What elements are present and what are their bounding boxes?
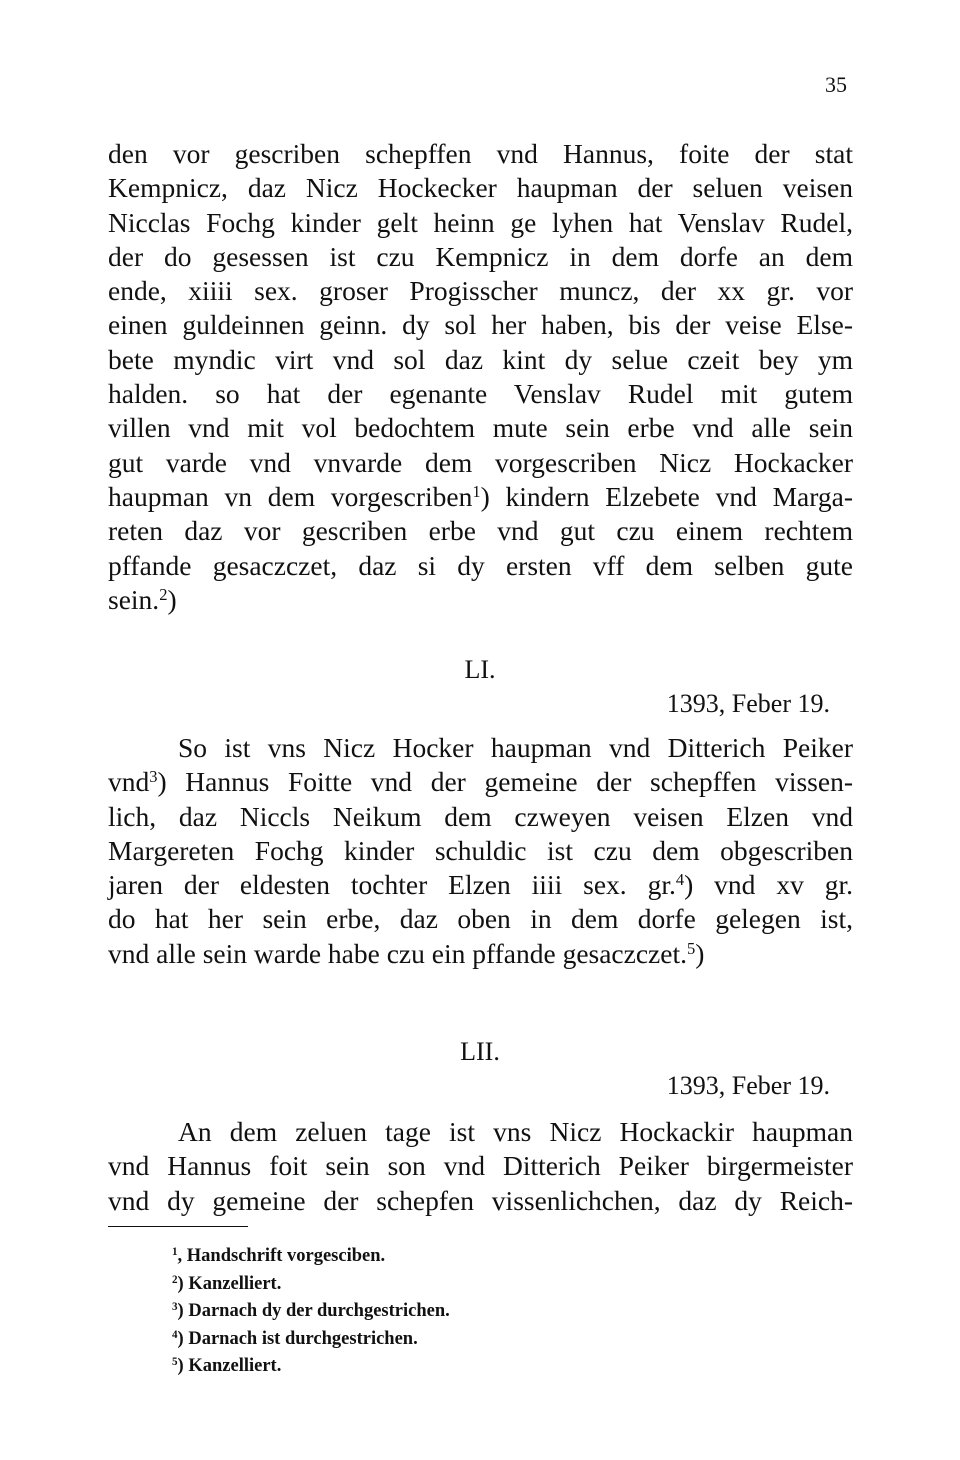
text-line: ende, xiiii sex. groser Progisscher muncz, der xx gr. vor [108,275,853,307]
footnote-mark-suffix: , [177,1246,183,1266]
section-number: LII. [460,1037,500,1066]
text-line [108,480,853,514]
text-line: gut varde vnd vnvarde dem vorgescriben Nicz Hockacker [108,446,853,478]
footnote [172,1326,450,1354]
footnote [172,1353,450,1381]
text-line: den vor gescriben schepffen vnd Hannus, foite der stat [108,138,853,169]
text-fragment: ) [167,583,177,615]
footnotes [172,1243,450,1381]
footnote-text: Handschrift vorgesciben. [186,1246,386,1266]
footnote-mark-suffix: ) [177,1273,184,1294]
footnote-text: Kanzelliert. [188,1356,282,1376]
footnote [172,1271,450,1299]
text-fragment: ) Hannus Foitte vnd der gemeine der schepffen vissen- [157,766,853,798]
text-line: lich, daz Niccls Neikum dem czweyen veisen Elzen vnd [108,800,853,832]
text-fragment: vnd [108,766,150,798]
text-line: Margereten Fochg kinder schuldic ist czu dem obgescriben [108,834,853,866]
text-line [108,583,853,617]
footnote-mark-suffix: ) [177,1301,184,1321]
footnote-ref: 5 [686,938,696,958]
text-line: einen guldeinnen geinn. dy sol her haben, bis der veise Else- [108,309,853,341]
text-fragment: ) vnd xv gr. [684,869,853,901]
footnote-mark: 4 [172,1328,178,1341]
footnote [172,1243,450,1271]
text-fragment: ) [695,937,705,969]
text-line: der do gesessen ist czu Kempnicz in dem dorfe an dem [108,240,853,272]
text-line: do hat her sein erbe, daz oben in dem dorfe gelegen ist, [108,903,853,935]
paragraph-continuation [108,137,853,617]
text-line [108,937,853,971]
text-line: halden. so hat der egenante Venslav Rudel mit gutem [108,378,853,410]
footnote-mark: 3 [172,1300,178,1313]
text-line: So ist vns Nicz Hocker haupman vnd Ditterich Peiker [178,732,853,763]
footnote-separator [108,1226,248,1227]
text-fragment: jaren der eldesten tochter Elzen iiii sex. gr. [108,869,676,901]
footnote-ref: 2 [159,584,168,604]
footnote-mark-suffix: ) [177,1328,184,1349]
footnote-text: Darnach ist durchgestrichen. [188,1328,418,1349]
footnote-text: Darnach dy der durchgestrichen. [188,1301,450,1321]
text-fragment: sein. [108,583,160,615]
text-line [108,868,853,902]
text-fragment: ) kindern Elzebete vnd Marga- [480,480,853,512]
text-line [108,765,853,799]
section-date: 1393, Feber 19. [666,689,830,718]
footnote-mark: 2 [172,1273,178,1286]
text-line: villen vnd mit vol bedochtem mute sein erbe vnd alle sein [108,412,853,444]
footnote-ref: 3 [149,767,158,787]
text-line: reten daz vor gescriben erbe vnd gut czu einem rechtem [108,515,853,547]
footnote-ref: 4 [675,870,685,890]
section-body [108,1115,853,1218]
footnote-mark: 5 [172,1355,178,1368]
section-number: LI. [464,655,496,684]
text-line: Kempnicz, daz Nicz Hockecker haupman der seluen veisen [108,172,853,204]
section-date: 1393, Feber 19. [666,1071,830,1100]
text-line: vnd Hannus foit sein son vnd Ditterich Peiker birgermeister [108,1150,853,1182]
text-line: pffande gesaczczet, daz si dy ersten vff dem selben gute [108,549,853,581]
footnote-ref: 1 [472,481,481,501]
page-number: 35 [825,72,847,97]
footnote-mark: 1 [172,1245,178,1258]
text-line: bete myndic virt vnd sol daz kint dy selue czeit bey ym [108,343,853,375]
text-line: Nicclas Fochg kinder gelt heinn ge lyhen hat Venslav Rudel, [108,206,853,238]
footnote-text: Kanzelliert. [188,1273,282,1294]
text-line: An dem zeluen tage ist vns Nicz Hockackir haupman [178,1116,853,1147]
text-line: vnd dy gemeine der schepfen vissenlichchen, daz dy Reich- [108,1184,853,1216]
section-body [108,731,853,971]
text-fragment: haupman vn dem vorgescriben [108,480,473,512]
footnote-mark-suffix: ) [177,1356,184,1376]
footnote [172,1298,450,1326]
text-fragment: vnd alle sein warde habe czu ein pffande gesaczczet. [108,937,687,969]
